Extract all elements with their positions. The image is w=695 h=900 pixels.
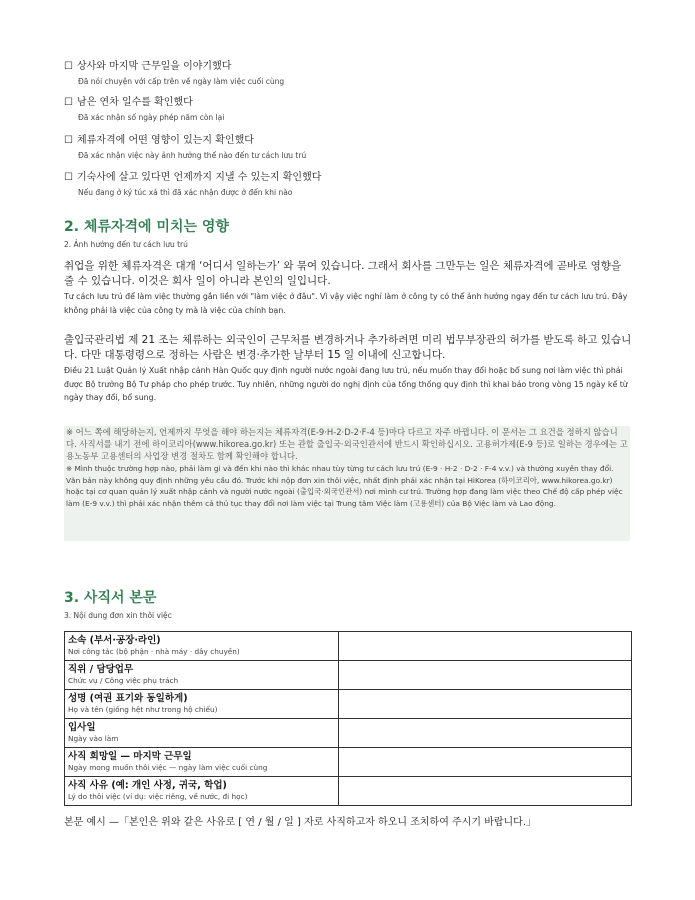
- notice-kr: ※ 어느 쪽에 해당하는지, 언제까지 무엇을 해야 하는지는 체류자격(E-9·H-2·D-2·F-4 등)마다 다르고 자주 바뀝니다. 이 문서는 그 요건을 정하지 않습니다. 사직서를 내기 전에 하이코리아(www.hikorea.go.kr) 또는 관할 출입국·외국인관서에 반드시 확인하십시오. 고용허가제(E-9 등)로 일하는 경우에는 고용노동부 고용센터의 사업장 변경 절차도 함께 확인해야 합니다.: [66, 427, 628, 461]
- paragraph-2-vi: Điều 21 Luật Quản lý Xuất nhập cảnh Hàn Quốc quy định người nước ngoài đang lưu trú, nếu muốn thay đổi hoặc bổ sung nơi làm việc thì phải được Bộ trưởng Bộ Tư pháp cho phép trước. Tuy nhiên, những người do nghị định của tổng thống quy định thì khai báo trong vòng 15 ngày kể từ ngày thay đổi, bổ sung.: [64, 366, 628, 402]
- section-3-subtitle: 3. Nội dung đơn xin thôi việc: [64, 611, 172, 620]
- field-label: 입사일 Ngày vào làm: [65, 719, 339, 748]
- table-row: [65, 632, 632, 661]
- field-input[interactable]: [339, 632, 632, 661]
- table-row: [65, 719, 632, 748]
- field-label: 사직 사유 (예: 개인 사정, 귀국, 학업) Lý do thôi việc (ví dụ: việc riêng, về nước, đi học): [65, 777, 339, 806]
- field-label: 직위 / 담당업무 Chức vụ / Công việc phụ trách: [65, 661, 339, 690]
- checklist-label-kr: 기숙사에 살고 있다면 언제까지 지낼 수 있는지 확인했다: [76, 172, 322, 183]
- field-input[interactable]: [339, 719, 632, 748]
- field-input[interactable]: [339, 661, 632, 690]
- table-row: [65, 690, 632, 719]
- checklist-label-kr: 남은 연차 일수를 확인했다: [76, 97, 193, 108]
- field-label: 소속 (부서·공장·라인) Nơi công tác (bộ phận · nhà máy · dây chuyền): [65, 632, 339, 661]
- paragraph-2: [64, 333, 632, 405]
- checklist-label-kr: 체류자격에 어떤 영향이 있는지 확인했다: [76, 135, 254, 146]
- checklist-label-vi: Nếu đang ở ký túc xá thì đã xác nhận được ở đến khi nào: [78, 188, 293, 197]
- table-row: [65, 661, 632, 690]
- paragraph-1: [64, 259, 632, 317]
- checklist-label-vi: Đã xác nhận số ngày phép năm còn lại: [78, 113, 225, 122]
- checkbox-icon[interactable]: ☐: [64, 61, 73, 72]
- table-row: [65, 777, 632, 806]
- checklist-label-vi: Đã xác nhận việc này ảnh hưởng thế nào đến tư cách lưu trú: [78, 151, 307, 160]
- checklist-item: [64, 96, 224, 123]
- paragraph-2-kr: 출입국관리법 제 21 조는 체류하는 외국인이 근무처를 변경하거나 추가하려면 미리 법무부장관의 허가를 받도록 하고 있습니다. 다만 대통령령으로 정하는 사람은 변경·추가한 날부터 15 일 이내에 신고합니다.: [64, 334, 632, 361]
- table-row: [65, 748, 632, 777]
- field-label: 사직 희망일 — 마지막 근무일 Ngày mong muốn thôi việc — ngày làm việc cuối cùng: [65, 748, 339, 777]
- checkbox-icon[interactable]: ☐: [64, 97, 73, 108]
- checklist-label-kr: 상사와 마지막 근무일을 이야기했다: [76, 61, 232, 72]
- checklist-label-vi: Đã nói chuyện với cấp trên về ngày làm việc cuối cùng: [78, 77, 285, 86]
- field-label: 성명 (여권 표기와 동일하게) Họ và tên (giống hệt như trong hộ chiếu): [65, 690, 339, 719]
- field-input[interactable]: [339, 690, 632, 719]
- checkbox-icon[interactable]: ☐: [64, 135, 73, 146]
- body-example-text: 본문 예시 —「본인은 위와 같은 사유로 [ 연 / 월 / 일 ] 자로 사직하고자 하오니 조치하여 주시기 바랍니다.」: [64, 817, 537, 828]
- checklist-item: [64, 171, 321, 198]
- field-input[interactable]: [339, 777, 632, 806]
- resignation-form-table: [64, 631, 632, 806]
- checklist-item: [64, 134, 306, 161]
- section-2-heading: 2. 체류자격에 미치는 영향: [64, 219, 229, 235]
- paragraph-1-kr: 취업을 위한 체류자격은 대개 ‘어디서 일하는가’ 와 묶여 있습니다. 그래서 회사를 그만두는 일은 체류자격에 곧바로 영향을 줄 수 있습니다. 이것은 회사 일이 아니라 본인의 일입니다.: [64, 260, 622, 287]
- checkbox-icon[interactable]: ☐: [64, 172, 73, 183]
- section-2-subtitle: 2. Ảnh hưởng đến tư cách lưu trú: [64, 240, 188, 249]
- section-3-heading: 3. 사직서 본문: [64, 590, 157, 606]
- checklist-item: [64, 60, 284, 87]
- field-input[interactable]: [339, 748, 632, 777]
- notice-box: [64, 426, 630, 541]
- notice-vi: ※ Mình thuộc trường hợp nào, phải làm gì và đến khi nào thì khác nhau tùy từng tư cách lưu trú (E-9 · H-2 · D-2 · F-4 v.v.) và thường xuyên thay đổi. Văn bản này không quy định những yêu cầu đó. Trước khi nộp đơn xin thôi việc, nhất định phải xác nhận tại HiKorea (하이코리아, www.hikorea.go.kr) hoặc tại cơ quan quản lý xuất nhập cảnh và người nước ngoài (출입국·외국인관서) nơi mình cư trú. Trường hợp đang làm việc theo Chế độ cấp phép việc làm (E-9 v.v.) thì phải xác nhận thêm cả thủ tục thay đổi nơi làm việc tại Trung tâm Việc làm (고용센터) của Bộ Việc làm và Lao động.: [66, 464, 623, 509]
- paragraph-1-vi: Tư cách lưu trú để làm việc thường gắn liền với "làm việc ở đâu". Vì vậy việc nghỉ làm ở công ty có thể ảnh hưởng ngay đến tư cách lưu trú. Đây không phải là việc của công ty mà là việc của chính bạn.: [64, 292, 628, 315]
